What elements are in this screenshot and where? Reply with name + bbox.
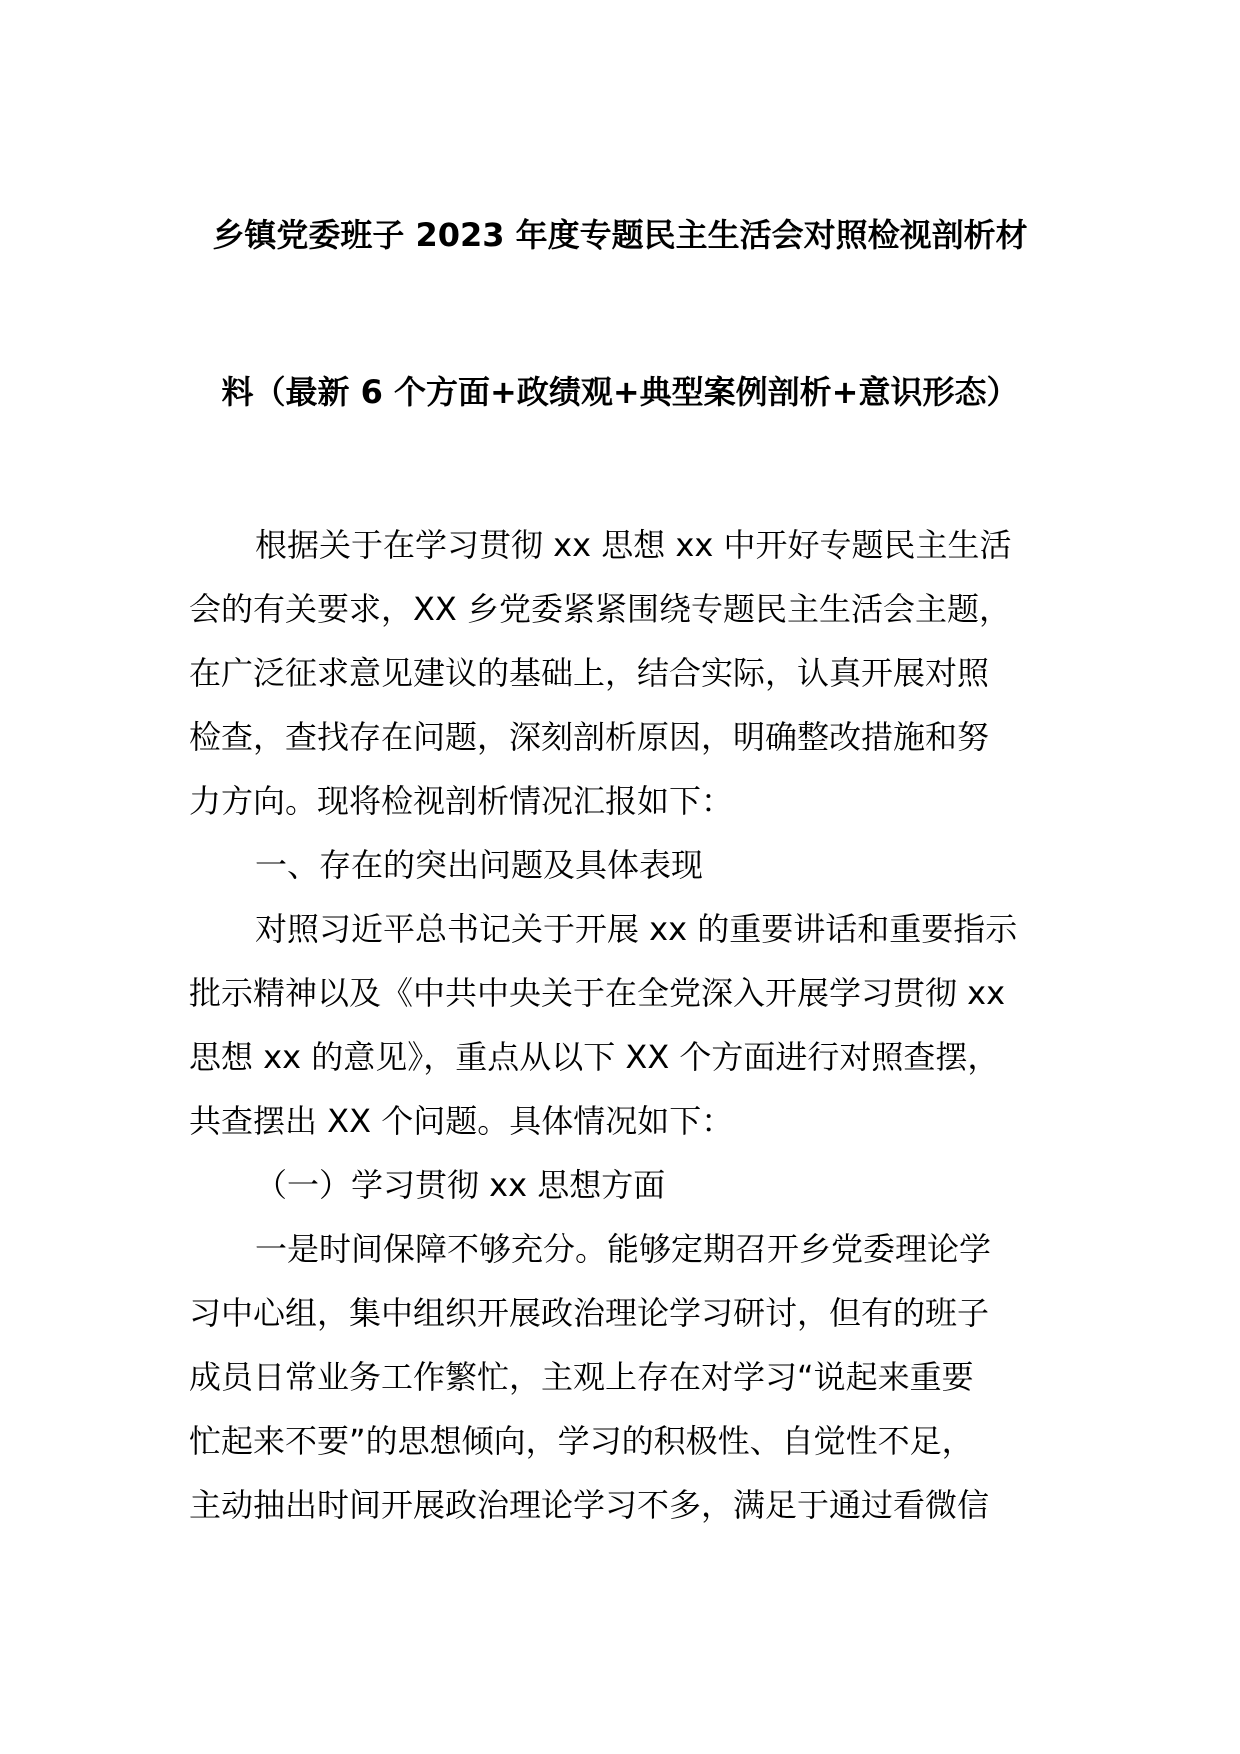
body-line: 力方向。现将检视剖析情况汇报如下： — [189, 782, 734, 820]
document-title-line-1: 乡镇党委班子 2023 年度专题民主生活会对照检视剖析材 — [212, 216, 1028, 254]
body-line: 习中心组，集中组织开展政治理论学习研讨，但有的班子 — [189, 1294, 990, 1332]
body-line: 在广泛征求意见建议的基础上，结合实际，认真开展对照 — [189, 654, 990, 692]
body-line: 主动抽出时间开展政治理论学习不多，满足于通过看微信 — [189, 1486, 990, 1524]
body-line: 批示精神以及《中共中央关于在全党深入开展学习贯彻 xx — [189, 974, 1006, 1012]
body-line: 对照习近平总书记关于开展 xx 的重要讲话和重要指示 — [255, 910, 1018, 948]
document-title-line-2: 料（最新 6 个方面+政绩观+典型案例剖析+意识形态） — [221, 373, 1019, 411]
body-line: 共查摆出 XX 个问题。具体情况如下： — [189, 1102, 734, 1140]
body-line: 检查，查找存在问题，深刻剖析原因，明确整改措施和努 — [189, 718, 990, 756]
body-line: 成员日常业务工作繁忙，主观上存在对学习“说起来重要 — [189, 1358, 974, 1396]
body-line: 根据关于在学习贯彻 xx 思想 xx 中开好专题民主生活 — [255, 526, 1012, 564]
body-line: 会的有关要求，XX 乡党委紧紧围绕专题民主生活会主题， — [189, 590, 1012, 628]
body-line: 忙起来不要”的思想倾向，学习的积极性、自觉性不足， — [189, 1422, 974, 1460]
body-line: 思想 xx 的意见》，重点从以下 XX 个方面进行对照查摆， — [189, 1038, 1000, 1076]
body-line: 一是时间保障不够充分。能够定期召开乡党委理论学 — [255, 1230, 992, 1268]
section-heading: 一、存在的突出问题及具体表现 — [255, 846, 704, 884]
subsection-heading: （一）学习贯彻 xx 思想方面 — [255, 1166, 666, 1204]
